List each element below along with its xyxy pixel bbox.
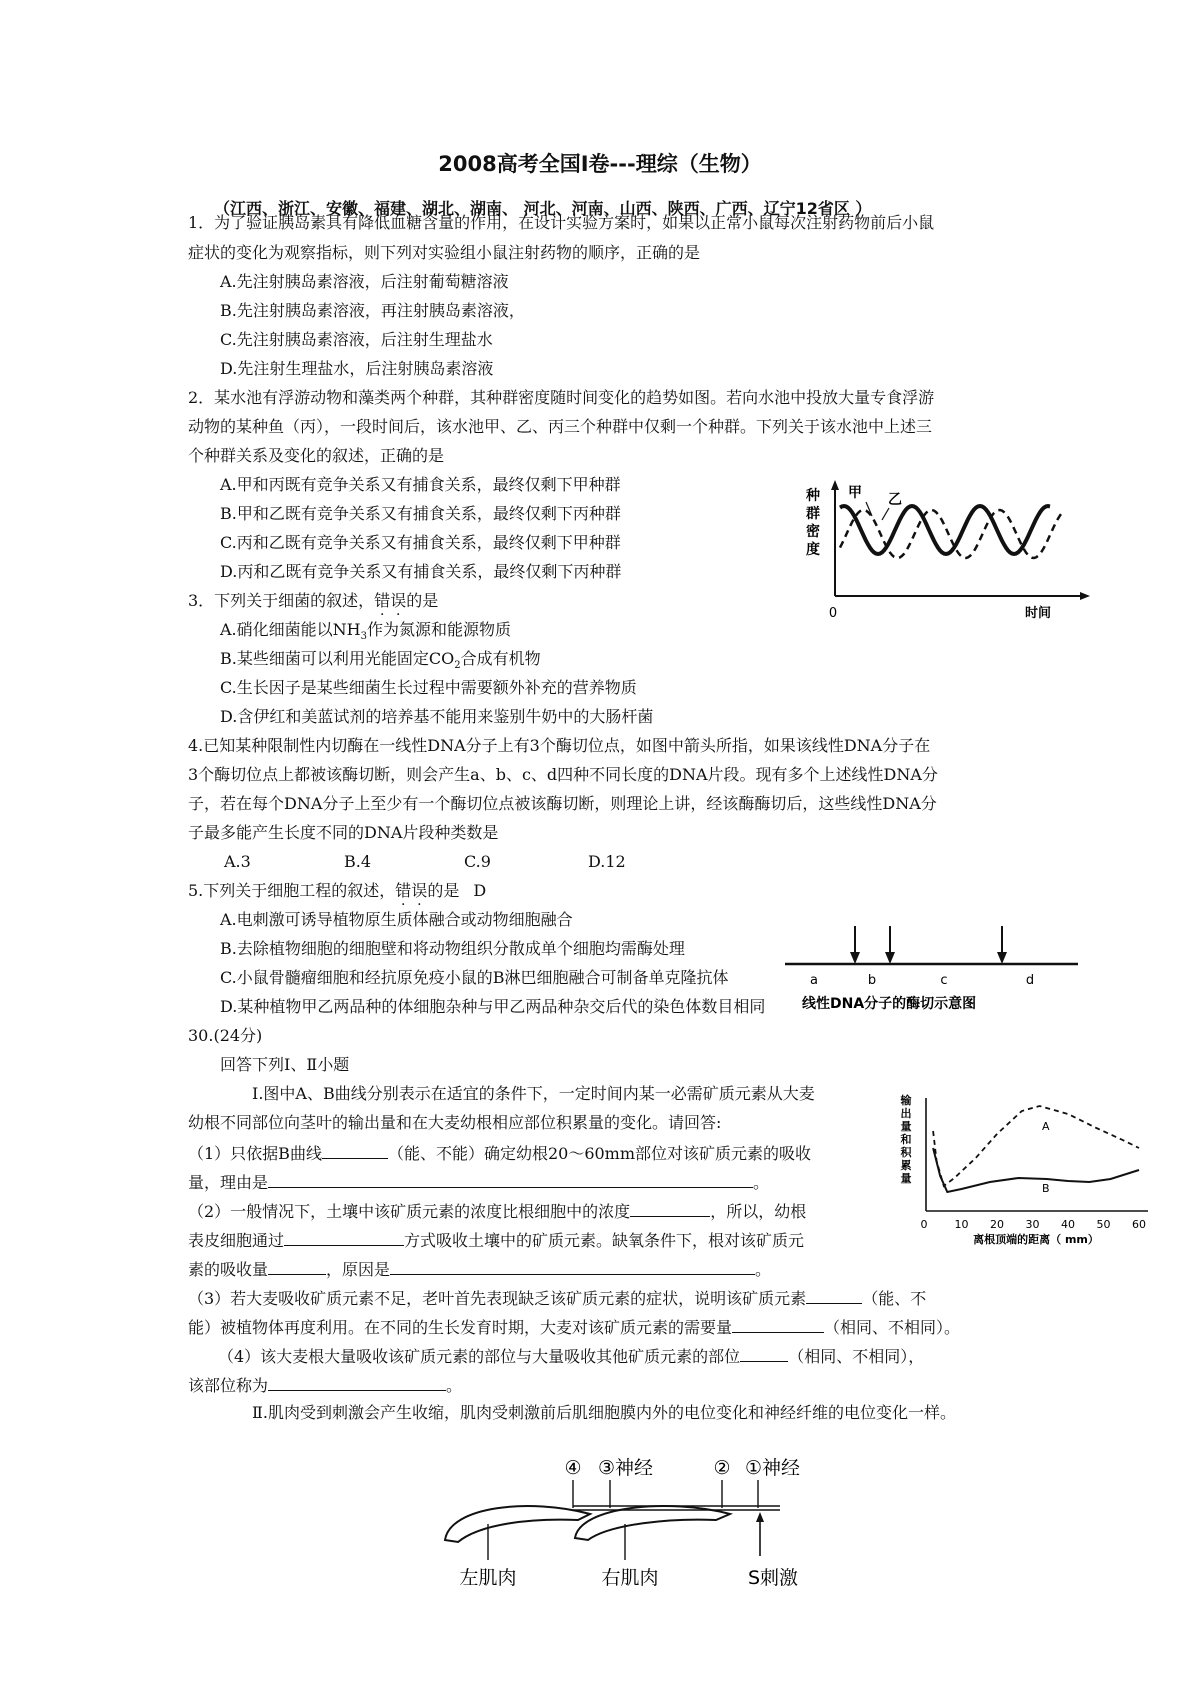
answer-blank-6[interactable] xyxy=(390,1258,755,1275)
population-chart xyxy=(800,478,1100,628)
q5-stem-emphasis-2: 误 xyxy=(411,881,428,900)
answer-blank-9[interactable] xyxy=(740,1345,788,1362)
q2-stem-line3: 个种群关系及变化的叙述，正确的是 xyxy=(188,446,445,465)
q3-option-a xyxy=(220,620,511,647)
ylabel-char-4: 度 xyxy=(806,542,820,558)
q30-s3b-post: （相同、不相同）。 xyxy=(824,1318,961,1337)
q30-part1-line2: 幼根不同部位向茎叶的输出量和在大麦幼根相应部位积累量的变化。请回答: xyxy=(188,1113,722,1132)
q30-s2a-pre: （2）一般情况下，土壤中该矿质元素的浓度比根细胞中的浓度 xyxy=(188,1202,631,1221)
q1-option-a: A.先注射胰岛素溶液，后注射葡萄糖溶液 xyxy=(220,272,509,291)
q30-intro: 回答下列Ⅰ、Ⅱ小题 xyxy=(220,1055,350,1074)
q4-option-a: A.3 xyxy=(224,852,251,871)
answer-blank-2[interactable] xyxy=(268,1171,753,1188)
mineral-x-tick-60: 60 xyxy=(1132,1218,1146,1231)
right-muscle-label: 右肌肉 xyxy=(601,1567,659,1589)
q5-option-d: D.某种植物甲乙两品种的体细胞杂种与甲乙两品种杂交后代的染色体数目相同 xyxy=(220,997,766,1016)
left-muscle-label: 左肌肉 xyxy=(459,1567,517,1589)
q2-stem-line1: 2．某水池有浮游动物和藻类两个种群，其种群密度随时间变化的趋势如图。若向水池中投放大量专食浮游 xyxy=(188,388,935,407)
answer-blank-4[interactable] xyxy=(284,1229,404,1246)
mineral-x-tick-40: 40 xyxy=(1061,1218,1075,1231)
q3-stem-pre: 3．下列关于细菌的叙述， xyxy=(188,591,375,610)
q30-sub4-line1 xyxy=(218,1345,924,1367)
q30-s2c-pre: 素的吸收量 xyxy=(188,1260,269,1279)
mineral-x-tick-30: 30 xyxy=(1025,1218,1040,1231)
q3-option-d: D.含伊红和美蓝试剂的培养基不能用来鉴别牛奶中的大肠杆菌 xyxy=(220,707,654,726)
mineral-ylabel-char-2: 出 xyxy=(900,1107,912,1120)
q5-stem-emphasis-1: 错 xyxy=(395,881,412,900)
q5-stem xyxy=(188,881,486,901)
x-axis-label: 时间 xyxy=(1024,606,1052,621)
q4-option-d: D.12 xyxy=(588,852,626,871)
q30-part1-line1: Ⅰ.图中A、B曲线分别表示在适宜的条件下，一定时间内某一必需矿质元素从大麦 xyxy=(252,1084,815,1103)
q30-s1b-pre: 量，理由是 xyxy=(188,1173,269,1192)
q3-option-b xyxy=(220,649,541,676)
q3-b-sub: 2 xyxy=(454,660,461,672)
q30-sub3-line1 xyxy=(188,1287,926,1309)
q2-option-a: A.甲和丙既有竞争关系又有捕食关系，最终仅剩下甲种群 xyxy=(220,475,621,494)
nerve-label-1: ①神经 xyxy=(745,1457,801,1479)
q30-sub2-line2 xyxy=(188,1229,804,1251)
q3-b-pre: B.某些细菌可以利用光能固定CO xyxy=(220,649,455,668)
origin-label: 0 xyxy=(828,606,838,621)
q30-header: 30.(24分) xyxy=(188,1026,263,1045)
q1-option-d: D.先注射生理盐水，后注射胰岛素溶液 xyxy=(220,359,494,378)
stimulus-arrow xyxy=(756,1512,764,1556)
q30-part2: Ⅱ.肌肉受到刺激会产生收缩，肌肉受刺激前后肌细胞膜内外的电位变化和神经纤维的电位变化一样。 xyxy=(252,1403,956,1422)
nerve-label-4: ④ xyxy=(564,1457,582,1479)
q4-stem-line3: 子，若在每个DNA分子上至少有一个酶切位点被该酶切断，则理论上讲，经该酶酶切后，这些线性DNA分 xyxy=(188,794,937,813)
q3-stem xyxy=(188,591,438,611)
nerve-fiber xyxy=(573,1506,780,1510)
mineral-ylabel-char-5: 积 xyxy=(900,1146,912,1159)
q5-stem-pre: 5.下列关于细胞工程的叙述， xyxy=(188,881,396,900)
q30-s1a-pre: （1）只依据B曲线 xyxy=(188,1144,322,1163)
q4-option-b: B.4 xyxy=(344,852,372,871)
q3-b-post: 合成有机物 xyxy=(460,649,541,668)
q4-option-c: C.9 xyxy=(464,852,491,871)
q30-s2a-post: ，所以，幼根 xyxy=(710,1202,807,1221)
muscle-nerve-diagram xyxy=(440,1446,890,1606)
q3-stem-emphasis-2: 误 xyxy=(390,591,407,610)
answer-blank-1[interactable] xyxy=(322,1142,388,1159)
q30-s1b-post: 。 xyxy=(753,1173,770,1192)
q2-stem-line2: 动物的某种鱼（丙），一段时间后，该水池甲、乙、丙三个种群中仅剩一个种群。下列关于该水池中上述三 xyxy=(188,417,933,436)
q30-s4b-post: 。 xyxy=(446,1376,463,1395)
q30-sub2-line1 xyxy=(188,1200,806,1222)
q5-option-a: A.电刺激可诱导植物原生质体融合或动物细胞融合 xyxy=(220,910,573,929)
answer-blank-5[interactable] xyxy=(268,1258,326,1275)
q3-stem-post: 的是 xyxy=(406,591,439,610)
q5-stem-post: 的是 xyxy=(427,881,460,900)
fragment-a-label: a xyxy=(810,973,818,988)
series-jia-label: 甲 xyxy=(848,485,862,501)
series-yi-label: 乙 xyxy=(888,492,902,508)
q3-option-c: C.生长因子是某些细菌生长过程中需要额外补充的营养物质 xyxy=(220,678,637,697)
q30-sub3-line2 xyxy=(188,1316,960,1338)
mineral-x-tick-10: 10 xyxy=(954,1218,969,1231)
fragment-b-label: b xyxy=(867,973,877,988)
mineral-chart-ylabel xyxy=(900,1093,913,1185)
q3-a-pre: A.硝化细菌能以NH xyxy=(220,620,361,639)
yi-pointer xyxy=(882,508,889,520)
q3-a-post: 作为氮源和能源物质 xyxy=(366,620,511,639)
answer-blank-7[interactable] xyxy=(806,1287,862,1304)
q30-s4a-pre: （4）该大麦根大量吸收该矿质元素的部位与大量吸收其他矿质元素的部位 xyxy=(218,1347,741,1366)
q30-s3a-pre: （3）若大麦吸收矿质元素不足，老叶首先表现缺乏该矿质元素的症状，说明该矿质元素 xyxy=(188,1289,807,1308)
nerve-label-2: ② xyxy=(713,1457,731,1479)
dna-diagram-caption: 线性DNA分子的酶切示意图 xyxy=(802,996,977,1012)
answer-blank-10[interactable] xyxy=(268,1374,446,1391)
q30-s2b-pre: 表皮细胞通过 xyxy=(188,1231,285,1250)
q1-stem-line2: 症状的变化为观察指标，则下列对实验组小鼠注射药物的顺序，正确的是 xyxy=(188,243,701,262)
q30-s3a-post: （能、不 xyxy=(862,1289,927,1308)
mineral-ylabel-char-7: 量 xyxy=(900,1172,912,1185)
curve-a xyxy=(933,1106,1139,1186)
q30-sub4-line2 xyxy=(188,1374,462,1396)
ylabel-char-3: 密 xyxy=(806,524,820,540)
curve-b-label: B xyxy=(1042,1182,1050,1195)
q30-s3b-pre: 能）被植物体再度利用。在不同的生长发育时期，大麦对该矿质元素的需要量 xyxy=(188,1318,733,1337)
q3-a-sub: 3 xyxy=(360,631,367,643)
fragment-d-label: d xyxy=(1025,973,1035,988)
nerve-label-3: ③神经 xyxy=(598,1457,654,1479)
q30-s1a-post: （能、不能）确定幼根20～60mm部位对该矿质元素的吸收 xyxy=(387,1144,812,1163)
ylabel-char-1: 种 xyxy=(806,488,820,504)
mineral-x-tick-20: 20 xyxy=(990,1218,1004,1231)
q4-stem-line2: 3个酶切位点上都被该酶切断，则会产生a、b、c、d四种不同长度的DNA片段。现有多个上述线性DNA分 xyxy=(188,765,938,784)
right-muscle xyxy=(575,1506,730,1540)
pointer-lines xyxy=(573,1480,758,1508)
cut-arrow-1 xyxy=(850,926,860,964)
page-title: 2008高考全国Ⅰ卷---理综（生物） xyxy=(438,152,762,176)
stimulus-label: S刺激 xyxy=(748,1567,799,1589)
fragment-c-label: c xyxy=(940,973,948,988)
q30-sub2-line3 xyxy=(188,1258,771,1280)
q4-stem-line1: 4.已知某种限制性内切酶在一线性DNA分子上有3个酶切位点，如图中箭头所指，如果该线性DNA分子在 xyxy=(188,736,931,755)
x-axis-arrow xyxy=(1080,592,1090,600)
curve-jia xyxy=(840,506,1050,554)
mineral-x-axis-label: 离根顶端的距离（ mm） xyxy=(973,1233,1099,1246)
mineral-ylabel-char-4: 和 xyxy=(900,1133,912,1146)
cut-arrow-3 xyxy=(997,926,1007,964)
q5-option-b: B.去除植物细胞的细胞壁和将动物组织分散成单个细胞均需酶处理 xyxy=(220,939,685,958)
q30-s2c-post: 。 xyxy=(755,1260,772,1279)
q30-s4a-post: （相同、不相同）， xyxy=(788,1347,925,1366)
answer-blank-3[interactable] xyxy=(630,1200,710,1217)
page-subtitle: （江西、浙江、安徽、福建、湖北、湖南、 河北、河南、山西、陕西、广西、辽宁12省区 ） xyxy=(214,199,872,218)
left-muscle xyxy=(445,1506,590,1542)
curve-a-label: A xyxy=(1042,1120,1050,1133)
q3-stem-emphasis-1: 错 xyxy=(374,591,391,610)
cut-arrow-2 xyxy=(885,926,895,964)
y-axis-arrow xyxy=(831,480,839,490)
q2-option-c: C.丙和乙既有竞争关系又有捕食关系，最终仅剩下甲种群 xyxy=(220,533,621,552)
q1-stem-line1: 1．为了验证胰岛素具有降低血糖含量的作用，在设计实验方案时，如果以正常小鼠每次注射药物前后小鼠 xyxy=(188,213,935,232)
q5-option-c: C.小鼠骨髓瘤细胞和经抗原免疫小鼠的B淋巴细胞融合可制备单克隆抗体 xyxy=(220,968,729,987)
mineral-x-tick-50: 50 xyxy=(1096,1218,1111,1231)
mineral-ylabel-char-6: 累 xyxy=(900,1159,912,1172)
q30-s2b-post: 方式吸收土壤中的矿质元素。缺氧条件下，根对该矿质元 xyxy=(404,1231,805,1250)
q30-sub1-line1 xyxy=(188,1142,811,1164)
q4-stem-line4: 子最多能产生长度不同的DNA片段种类数是 xyxy=(188,823,499,842)
dna-cut-diagram xyxy=(780,922,1090,1026)
q5-answer: D xyxy=(473,881,487,900)
q30-s4b-pre: 该部位称为 xyxy=(188,1376,269,1395)
q2-option-b: B.甲和乙既有竞争关系又有捕食关系，最终仅剩下丙种群 xyxy=(220,504,621,523)
mineral-ylabel-char-1: 输 xyxy=(900,1094,912,1107)
q30-s2c-mid: ，原因是 xyxy=(326,1260,391,1279)
answer-blank-8[interactable] xyxy=(732,1316,824,1333)
mineral-origin-label: 0 xyxy=(920,1218,928,1231)
ylabel-char-2: 群 xyxy=(806,506,820,522)
q30-sub1-line2 xyxy=(188,1171,769,1193)
population-chart-ylabel xyxy=(805,487,820,558)
q2-option-d: D.丙和乙既有竞争关系又有捕食关系，最终仅剩下丙种群 xyxy=(220,562,622,581)
q1-option-c: C.先注射胰岛素溶液，后注射生理盐水 xyxy=(220,330,493,349)
mineral-chart xyxy=(896,1086,1158,1246)
q1-option-b: B.先注射胰岛素溶液，再注射胰岛素溶液， xyxy=(220,301,525,320)
mineral-ylabel-char-3: 量 xyxy=(900,1120,912,1133)
mineral-x-ticks xyxy=(955,1218,1147,1231)
